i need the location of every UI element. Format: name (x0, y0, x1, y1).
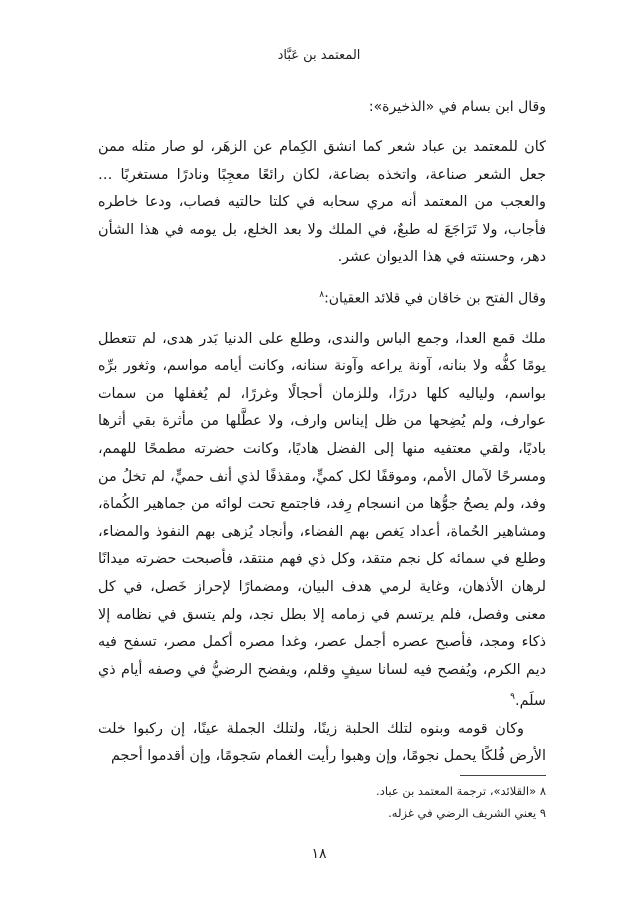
quote2-intro: وقال الفتح بن خاقان في قلائد العقيان:$^٨$ (319, 289, 546, 307)
main-text (98, 92, 546, 771)
footnote-9: ٩ يعني الشريف الرضي في غزله. (388, 806, 546, 820)
footnote-ref-8[interactable]: ٨ (319, 289, 325, 300)
quote2-text: ملك قمع العدا، وجمع الباس والندى، وطلع على الدنيا بَدر هدى، لم تتعطل يومًا كفُّه ولا بنانه، آونة يراعه وآونة سنانه، وكانت أيامه مواسم، وثغور برِّه بواسم، ولياليه كلها دررًا، وللزمان أحجالًا وغررًا، لم يُغفلها من سمات عوارف، ولم يُضِحها من ظل إيناس وارف، ولا عطَّلها من مأثرة بقي أثرها باديًا، ولقي معتفيه منها إلى الفضل هاديًا، وكانت حضرته مطمحًا للهمم، ومسرحًا لآمال الأمم، وموقفًا لكل كميٍّ، ومقذفًا لذي أنف حميٍّ، لم تخلُ من وفد، ولم يصحُ جوُّها من انسجام رِفد، فاجتمع تحت لوائه من جماهير الكُماة، ومشاهير الحُماة، أعداد يَغص بهم الفضاء، وأنجاد يُزهى بهم النفوذ والمضاء، وطلع في سمائه كل نجم متقد، وكل ذي فهم منتقد، فأصبحت حضرته ميدانًا لرهان الأذهان، وغاية لرمي هدف البيان، ومضمارًا لإحراز خَصل، في كل معنى وفصل، فلم يرتسم في زمامه إلا بطل نجد، ولم يتسق في نظامه إلا ذكاء ومجد، فأصبح عصره أجمل عصر، وغدا مصره أكمل مصر، تسفح فيه ديم الكرم، ويُفصح فيه لسانا سيفٍ وقلم، ويفضح الرضيُّ في وصفه أيام ذي سلَم.$^٩$ (98, 330, 546, 710)
footnotes (98, 775, 546, 824)
running-head: المعتمد بن عَبَّاد (277, 48, 361, 63)
page-number: ١٨ (311, 846, 327, 862)
footnote-ref-9[interactable]: ٩ (510, 692, 516, 703)
quote2-text-continued: وكان قومه وبنوه لتلك الحلبة زينًا، ولتلك الجملة عينًا، إن ركبوا خلت الأرض فُلكًا يحمل نجومًا، وإن وهبوا رأيت الغمام سَجومًا، وإن أقدموا أحجم (98, 720, 546, 765)
footnote-8: ٨ «القلائد»، ترجمة المعتمد بن عباد. (376, 784, 546, 798)
quote1-text: كان للمعتمد بن عباد شعر كما انشق الكِمام عن الزهَر، لو صار مثله ممن جعل الشعر صناعة، واتخذه بضاعة، لكان رائعًا معجِبًا ونادرًا مستغربًا … والعجب من المعتمد أنه مري سحابه في كلتا حالتيه فصاب، ودعا خاطره فأجاب، ولا تَرَاجَعَ له طبعٌ، في الملك ولا بعد الخلع، بل يومه في هذا الشأن دهر، وحسنته في هذا الديوان عشر. (98, 139, 546, 266)
quote1-intro: وقال ابن بسام في «الذخيرة»: (368, 99, 546, 115)
spacer (98, 272, 546, 280)
footnote-rule (460, 775, 546, 776)
